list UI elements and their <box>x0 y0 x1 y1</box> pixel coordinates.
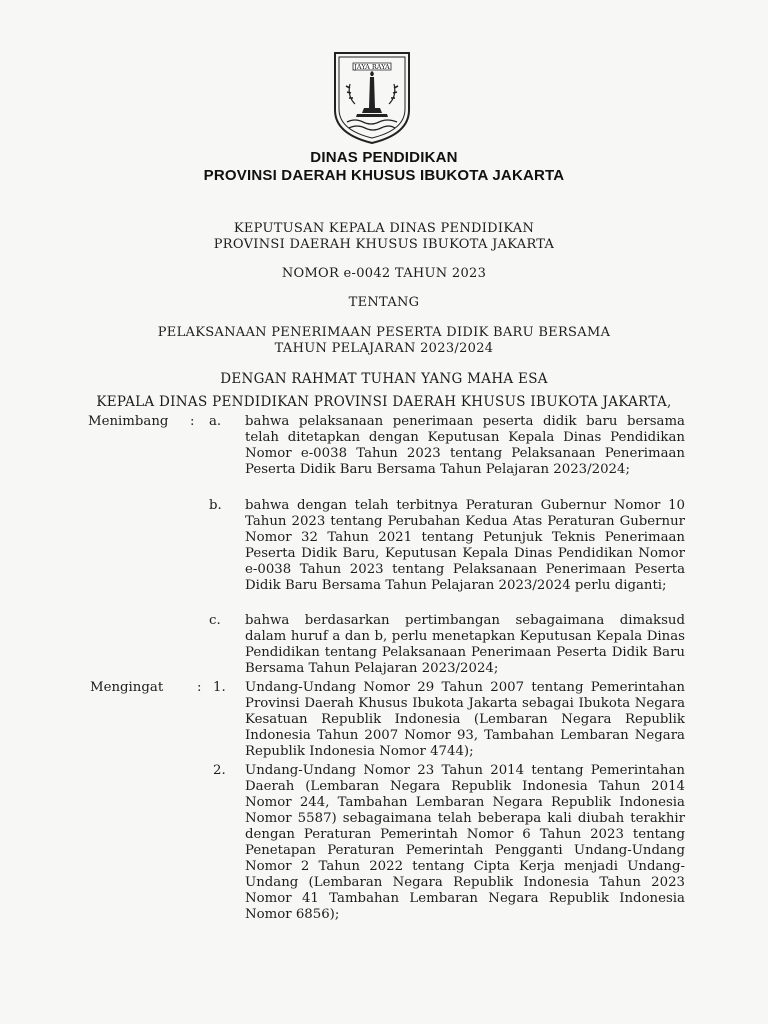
menimbang-colon: : <box>190 414 195 429</box>
decree-subject-line2: TAHUN PELAJARAN 2023/2024 <box>274 341 494 356</box>
mengingat-mark-2: 2. <box>213 763 226 778</box>
mengingat-item-1: Undang-Undang Nomor 29 Tahun 2007 tentang Pemerintahan Provinsi Daerah Khusus Ibukota Jakarta sebagai Ibukota Negara Kesatuan Republik Indonesia (Lembaran Negara Republik Indonesia Tahun 2007 Nomor 93, Tambahan Lembaran Negara Republik Indonesia Nomor 4744); <box>245 680 685 759</box>
blessing-line: DENGAN RAHMAT TUHAN YANG MAHA ESA <box>220 371 548 387</box>
decree-number: NOMOR e-0042 TAHUN 2023 <box>281 266 487 281</box>
menimbang-label: Menimbang <box>88 414 169 429</box>
mengingat-mark-1: 1. <box>213 680 226 695</box>
mengingat-colon: : <box>197 680 202 695</box>
menimbang-mark-c: c. <box>209 613 221 628</box>
decree-subject-line1: PELAKSANAAN PENERIMAAN PESERTA DIDIK BARU BERSAMA <box>157 325 611 340</box>
menimbang-item-b: bahwa dengan telah terbitnya Peraturan Gubernur Nomor 10 Tahun 2023 tentang Perubahan Kedua Atas Peraturan Gubernur Nomor 32 Tahun 2021 tentang Petunjuk Teknis Penerimaan Peserta Didik Baru, Keputusan Kepala Dinas Pendidikan Nomor e-0038 Tahun 2023 tentang Pelaksanaan Penerimaan Peserta Didik Baru Bersama Tahun Pelajaran 2023/2024 perlu diganti; <box>245 498 685 593</box>
decree-about: TENTANG <box>348 295 420 310</box>
jakarta-emblem-icon <box>331 50 413 145</box>
authority-line: KEPALA DINAS PENDIDIKAN PROVINSI DAERAH KHUSUS IBUKOTA JAKARTA, <box>96 394 672 410</box>
decree-title-line1: KEPUTUSAN KEPALA DINAS PENDIDIKAN <box>233 221 535 236</box>
office-name: DINAS PENDIDIKAN <box>310 149 458 166</box>
decree-title-line2: PROVINSI DAERAH KHUSUS IBUKOTA JAKARTA <box>213 237 555 252</box>
mengingat-label: Mengingat <box>90 680 164 695</box>
svg-text:JAYA RAYA: JAYA RAYA <box>354 63 390 71</box>
menimbang-mark-a: a. <box>209 414 222 429</box>
menimbang-item-a: bahwa pelaksanaan penerimaan peserta didik baru bersama telah ditetapkan dengan Keputusan Kepala Dinas Pendidikan Nomor e-0038 Tahun 2023 tentang Pelaksanaan Penerimaan Peserta Didik Baru Bersama Tahun Pelajaran 2023/2024; <box>245 414 685 477</box>
menimbang-item-c: bahwa berdasarkan pertimbangan sebagaimana dimaksud dalam huruf a dan b, perlu menetapkan Keputusan Kepala Dinas Pendidikan tentang Pelaksanaan Penerimaan Peserta Didik Baru Bersama Tahun Pelajaran 2023/2024; <box>245 613 685 676</box>
mengingat-item-2: Undang-Undang Nomor 23 Tahun 2014 tentang Pemerintahan Daerah (Lembaran Negara Republik Indonesia Tahun 2014 Nomor 244, Tambahan Lembaran Negara Republik Indonesia Nomor 5587) sebagaimana telah beberapa kali diubah terakhir dengan Peraturan Pemerintah Nomor 6 Tahun 2023 tentang Penetapan Peraturan Pemerintah Pengganti Undang-Undang Nomor 2 Tahun 2022 tentang Cipta Kerja menjadi Undang-Undang (Lembaran Negara Republik Indonesia Tahun 2023 Nomor 41 Tambahan Lembaran Negara Republik Indonesia Nomor 6856); <box>245 763 685 922</box>
office-province: PROVINSI DAERAH KHUSUS IBUKOTA JAKARTA <box>203 167 565 184</box>
menimbang-mark-b: b. <box>209 498 222 513</box>
